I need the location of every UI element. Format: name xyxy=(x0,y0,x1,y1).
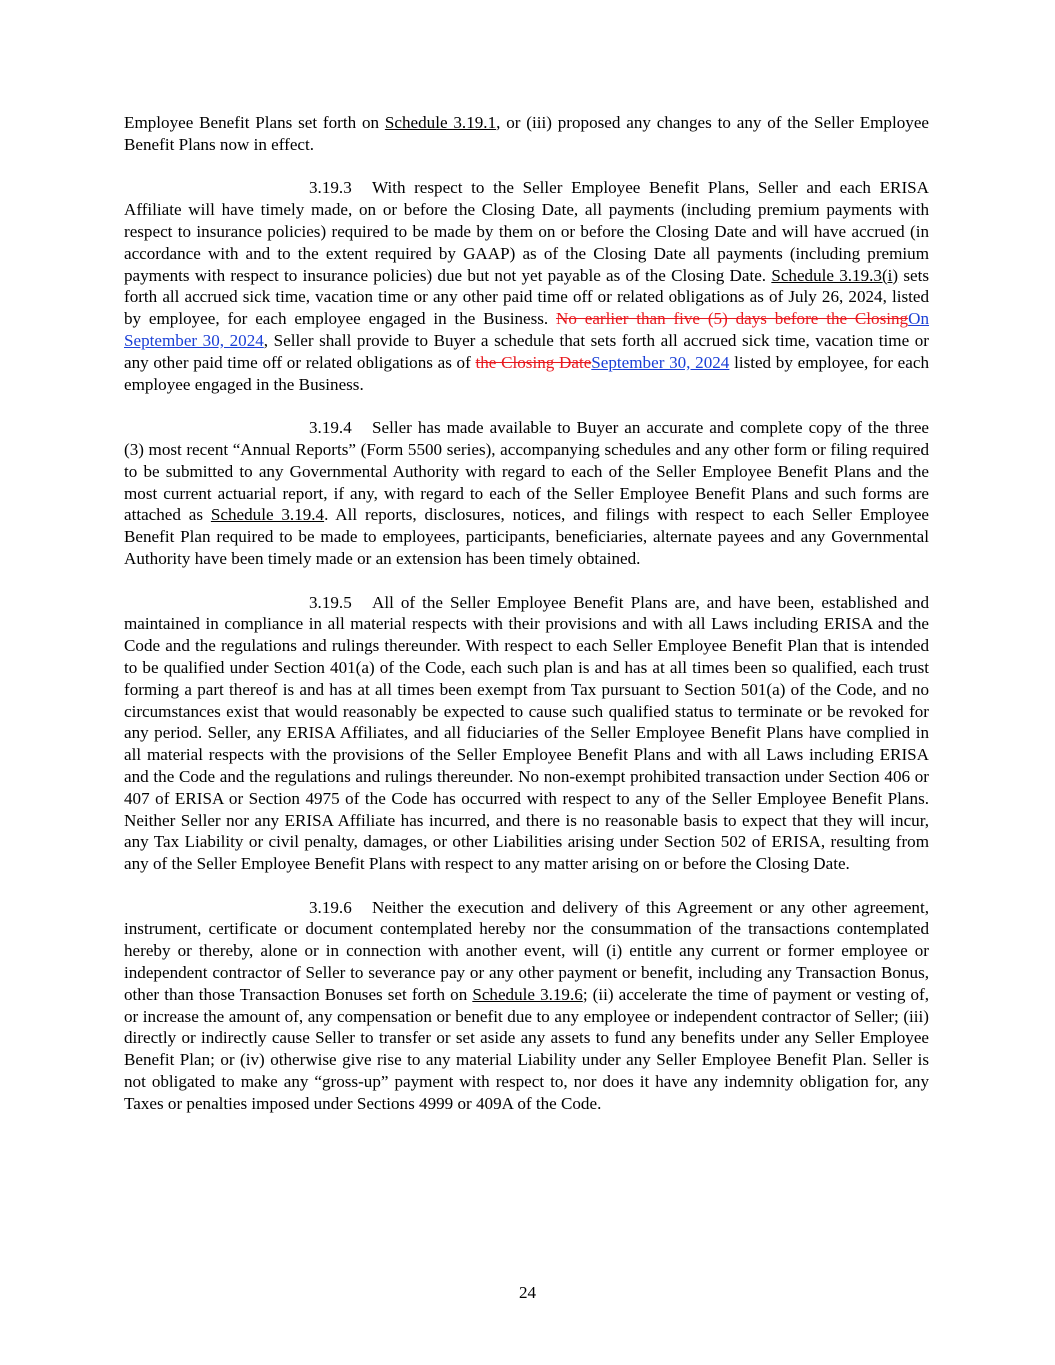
body-text: , Seller shall provide to Buyer a schedule that sets forth all accrued sick time, vacation time or any other paid time off or related obligations as of xyxy=(124,330,930,372)
body-text: Seller has made available to Buyer an accurate and complete copy of the three (3) most recent “Annual Reports” (Form 5500 series), accompanying schedules and any other form or filing required to be submitted to any Governmental Authority with regard to each of the Seller Employee Benefit Plans and the most current actuarial report, if any, with regard to each of the Seller Employee Benefit Plans and such forms are attached as xyxy=(124,418,929,525)
body-text: Neither the execution and delivery of this Agreement or any other agreement, instrument, certificate or document contemplated hereby nor the consummation of the transactions contemplated hereby or thereby, alone or in connection with another event, will (i) entitle any current or former employee or independent contractor of Seller to severance pay or any other payment or benefit, including any Transaction Bonus, other than those Transaction Bonuses set forth on xyxy=(124,897,929,1004)
section-3-19-6 xyxy=(124,897,929,1115)
page-number: 24 xyxy=(518,1283,537,1302)
schedule-reference: Schedule 3.19.4 xyxy=(210,505,325,525)
section-number: 3.19.6 xyxy=(309,897,352,917)
tracked-insertion: On September 30, 2024 xyxy=(124,309,929,350)
tracked-insertion: September 30, 2024 xyxy=(591,352,730,372)
body-text: sets forth all accrued sick time, vacation time or any other paid time off or related obligations as of July 26, 2024, listed by employee, for each employee engaged in the Business. xyxy=(124,265,929,329)
schedule-reference: Schedule 3.19.3(i) xyxy=(771,265,899,285)
section-3-19-3 xyxy=(124,177,929,395)
document-page xyxy=(124,112,929,1136)
body-text: ; (ii) accelerate the time of payment or vesting of, or increase the amount of, any compensation or benefit due to any employee or independent contractor of Seller; (iii) directly or indirectly cause Seller to transfer or set aside any assets to fund any benefits under any Seller Employee Benefit Plan; or (iv) otherwise give rise to any material Liability under any Seller Employee Benefit Plan. Seller is not obligated to make any “gross-up” payment with respect to, nor does it have any indemnity obligation for, any Taxes or penalties imposed under Sections 4999 or 409A of the Code. xyxy=(124,984,929,1113)
schedule-reference: Schedule 3.19.6 xyxy=(472,984,583,1004)
section-number: 3.19.4 xyxy=(309,418,352,438)
schedule-reference: Schedule 3.19.1 xyxy=(384,113,497,132)
tracked-deletion: the Closing Date xyxy=(475,352,592,372)
body-text: With respect to the Seller Employee Benefit Plans, Seller and each ERISA Affiliate will have timely made, on or before the Closing Date, all payments (including premium payments with respect to insurance policies) required to be made by them on or before the Closing Date and will have accrued (in accordance with and to the extent required by GAAP) as of the Closing Date all payments (including premium payments with respect to insurance policies) due but not yet payable as of the Closing Date. xyxy=(124,178,929,285)
section-3-19-4 xyxy=(124,417,929,570)
body-text: , or (iii) proposed any changes to any of the Seller Employee Benefit Plans now in effect. xyxy=(124,113,929,154)
body-text: listed by employee, for each employee engaged in the Business. xyxy=(124,352,929,394)
body-text: Employee Benefit Plans set forth on xyxy=(124,113,385,132)
section-number: 3.19.5 xyxy=(309,592,352,612)
section-3-19-5 xyxy=(124,592,929,875)
body-text: . All reports, disclosures, notices, and filings with respect to each Seller Employee Benefit Plan required to be made to employees, participants, beneficiaries, alternate payees and any Governmental Authority have been timely made or an extension has been timely obtained. xyxy=(124,505,929,568)
paragraph-continuation xyxy=(124,112,929,156)
body-text: All of the Seller Employee Benefit Plans are, and have been, established and maintained in compliance in all material respects with their provisions and with all Laws including ERISA and the Code and the regulations and rulings thereunder. With respect to each Seller Employee Benefit Plan that is intended to be qualified under Section 401(a) of the Code, each such plan is and has at all times been so qualified, each trust forming a part thereof is and has at all times been exempt from Tax pursuant to Section 501(a) of the Code, and no circumstances exist that would reasonably be expected to cause such qualified status to terminate or be revoked for any period. Seller, any ERISA Affiliates, and all fiduciaries of the Seller Employee Benefit Plans have complied in all material respects with the provisions of the Seller Employee Benefit Plans and with all Laws including ERISA and the Code and the regulations and rulings thereunder. No non-exempt prohibited transaction under Section 406 or 407 of ERISA or Section 4975 of the Code has occurred with respect to any of the Seller Employee Benefit Plans. Neither Seller nor any ERISA Affiliate has incurred, and there is no reasonable basis to expect that they will incur, any Tax Liability or civil penalty, damages, or other Liabilities arising under Section 502 of ERISA, resulting from any of the Seller Employee Benefit Plans with respect to any matter arising on or before the Closing Date. xyxy=(124,592,929,874)
tracked-deletion: No earlier than five (5) days before the Closing xyxy=(556,309,909,329)
section-number: 3.19.3 xyxy=(309,178,352,198)
